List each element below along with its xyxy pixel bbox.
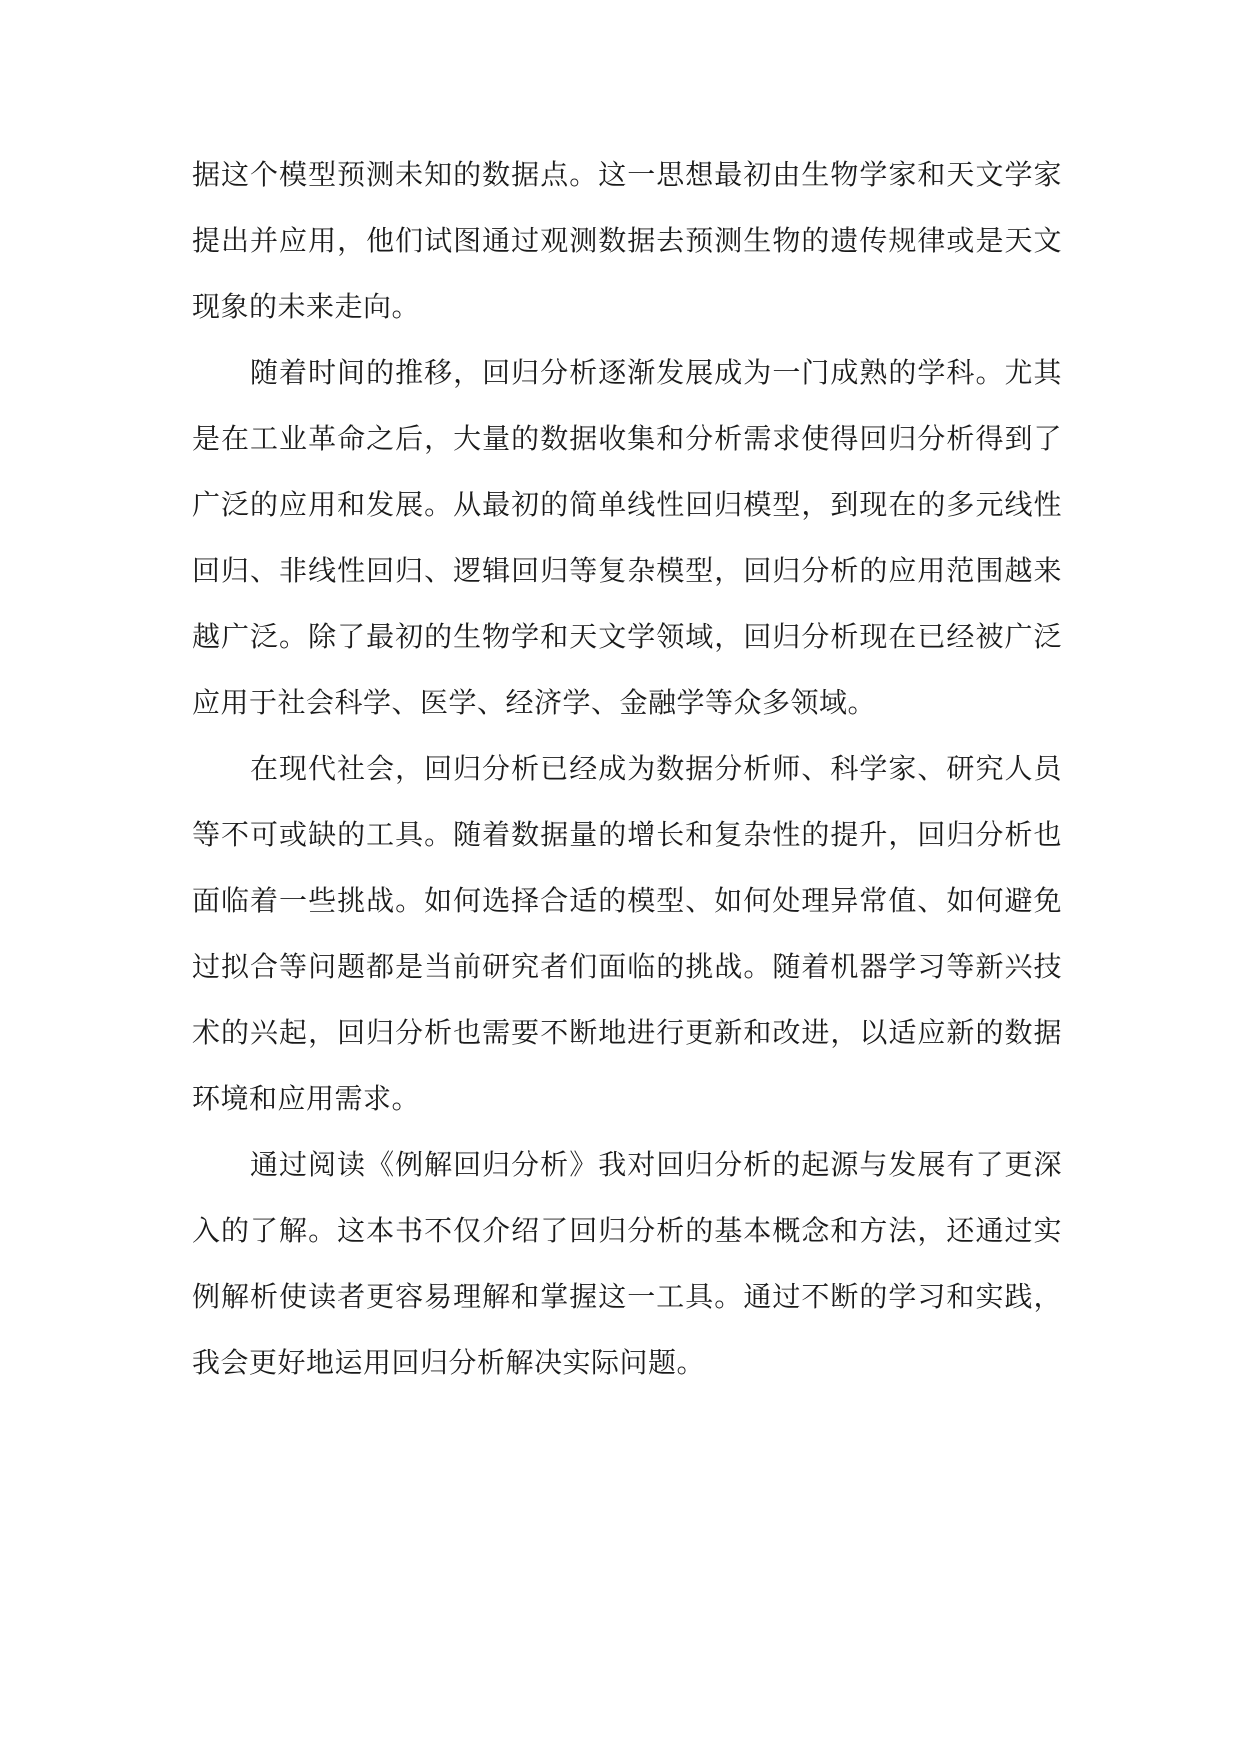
body-text [192, 142, 1062, 1396]
paragraph-2: 随着时间的推移，回归分析逐渐发展成为一门成熟的学科。尤其是在工业革命之后，大量的数据收集和分析需求使得回归分析得到了广泛的应用和发展。从最初的简单线性回归模型，到现在的多元线性回归、非线性回归、逻辑回归等复杂模型，回归分析的应用范围越来越广泛。除了最初的生物学和天文学领域，回归分析现在已经被广泛应用于社会科学、医学、经济学、金融学等众多领域。 [192, 356, 1062, 719]
paragraph-3: 在现代社会，回归分析已经成为数据分析师、科学家、研究人员等不可或缺的工具。随着数据量的增长和复杂性的提升，回归分析也面临着一些挑战。如何选择合适的模型、如何处理异常值、如何避免过拟合等问题都是当前研究者们面临的挑战。随着机器学习等新兴技术的兴起，回归分析也需要不断地进行更新和改进，以适应新的数据环境和应用需求。 [192, 752, 1062, 1115]
paragraph-4: 通过阅读《例解回归分析》我对回归分析的起源与发展有了更深入的了解。这本书不仅介绍了回归分析的基本概念和方法，还通过实例解析使读者更容易理解和掌握这一工具。通过不断的学习和实践，我会更好地运用回归分析解决实际问题。 [192, 1148, 1062, 1379]
paragraph-1: 据这个模型预测未知的数据点。这一思想最初由生物学家和天文学家提出并应用，他们试图通过观测数据去预测生物的遗传规律或是天文现象的未来走向。 [192, 158, 1062, 323]
